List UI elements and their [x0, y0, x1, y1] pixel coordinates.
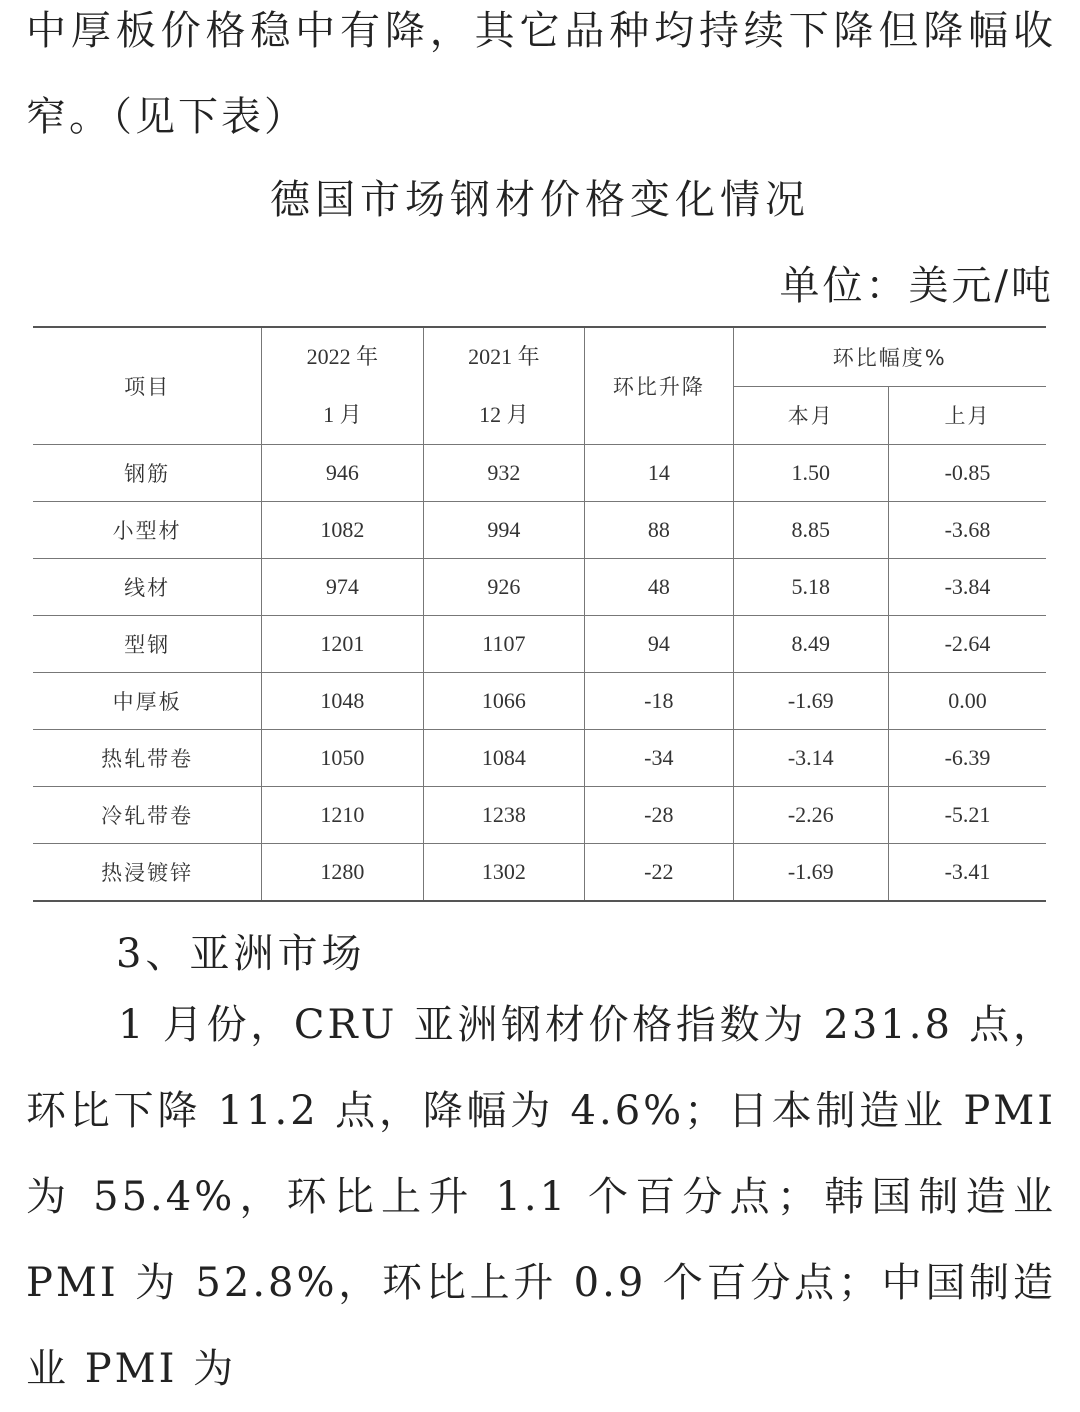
table-row [33, 445, 1046, 502]
last-month-cell: -3.41 [889, 844, 1047, 902]
item-cell: 钢筋 [33, 445, 262, 502]
last-month-cell: -2.64 [889, 616, 1047, 673]
change-cell: 94 [585, 616, 733, 673]
change-cell: -34 [585, 730, 733, 787]
this-month-cell: 8.85 [733, 502, 888, 559]
table-row [33, 559, 1046, 616]
dec2021-cell: 1066 [423, 673, 584, 730]
change-cell: 88 [585, 502, 733, 559]
jan2022-cell: 1082 [262, 502, 423, 559]
this-month-cell: 8.49 [733, 616, 888, 673]
last-month-cell: -0.85 [889, 445, 1047, 502]
header-2022-jan [262, 327, 423, 445]
this-month-cell: 5.18 [733, 559, 888, 616]
header-2021-month: 12 月 [479, 402, 529, 427]
dec2021-cell: 932 [423, 445, 584, 502]
header-2021-year: 2021 年 [468, 344, 540, 369]
change-cell: 48 [585, 559, 733, 616]
dec2021-cell: 1084 [423, 730, 584, 787]
price-table [33, 326, 1046, 902]
body-paragraph: 1 月份，CRU 亚洲钢材价格指数为 231.8 点，环比下降 11.2 点，降幅为 4.6%；日本制造业 PMI 为 55.4%，环比上升 1.1 个百分点；韩国制造业 PMI 为 52.8%，环比上升 0.9 个百分点；中国制造业 PMI 为 [26, 1002, 1056, 1392]
table-row [33, 673, 1046, 730]
last-month-cell: -5.21 [889, 787, 1047, 844]
dec2021-cell: 994 [423, 502, 584, 559]
section-heading: 3、亚洲市场 [116, 931, 366, 977]
item-cell: 小型材 [33, 502, 262, 559]
item-cell: 线材 [33, 559, 262, 616]
this-month-cell: -1.69 [733, 844, 888, 902]
change-cell: -18 [585, 673, 733, 730]
table-title: 德国市场钢材价格变化情况 [270, 177, 810, 223]
header-last-month: 上月 [889, 386, 1047, 445]
dec2021-cell: 1302 [423, 844, 584, 902]
header-this-month: 本月 [733, 386, 888, 445]
header-change: 环比升降 [585, 327, 733, 445]
jan2022-cell: 1048 [262, 673, 423, 730]
change-cell: 14 [585, 445, 733, 502]
header-2022-month: 1 月 [323, 402, 362, 427]
jan2022-cell: 1201 [262, 616, 423, 673]
table-header-row-1 [33, 327, 1046, 386]
jan2022-cell: 1280 [262, 844, 423, 902]
intro-paragraph: 中厚板价格稳中有降，其它品种均持续下降但降幅收窄。（见下表） [26, 8, 1056, 140]
header-2022-year: 2022 年 [306, 344, 379, 369]
table-row [33, 787, 1046, 844]
last-month-cell: -3.68 [889, 502, 1047, 559]
item-cell: 冷轧带卷 [33, 787, 262, 844]
item-cell: 热浸镀锌 [33, 844, 262, 902]
this-month-cell: -1.69 [733, 673, 888, 730]
dec2021-cell: 1238 [423, 787, 584, 844]
jan2022-cell: 1050 [262, 730, 423, 787]
this-month-cell: -3.14 [733, 730, 888, 787]
dec2021-cell: 926 [423, 559, 584, 616]
dec2021-cell: 1107 [423, 616, 584, 673]
this-month-cell: -2.26 [733, 787, 888, 844]
last-month-cell: -6.39 [889, 730, 1047, 787]
item-cell: 型钢 [33, 616, 262, 673]
item-cell: 中厚板 [33, 673, 262, 730]
change-cell: -22 [585, 844, 733, 902]
jan2022-cell: 946 [262, 445, 423, 502]
last-month-cell: 0.00 [889, 673, 1047, 730]
item-cell: 热轧带卷 [33, 730, 262, 787]
header-change-pct: 环比幅度% [733, 327, 1046, 386]
jan2022-cell: 1210 [262, 787, 423, 844]
table-row [33, 616, 1046, 673]
jan2022-cell: 974 [262, 559, 423, 616]
last-month-cell: -3.84 [889, 559, 1047, 616]
unit-label: 单位：美元/吨 [779, 263, 1054, 309]
table-row [33, 730, 1046, 787]
change-cell: -28 [585, 787, 733, 844]
header-item: 项目 [33, 327, 262, 445]
table-row [33, 502, 1046, 559]
table-row [33, 844, 1046, 902]
this-month-cell: 1.50 [733, 445, 888, 502]
header-2021-dec [423, 327, 584, 445]
